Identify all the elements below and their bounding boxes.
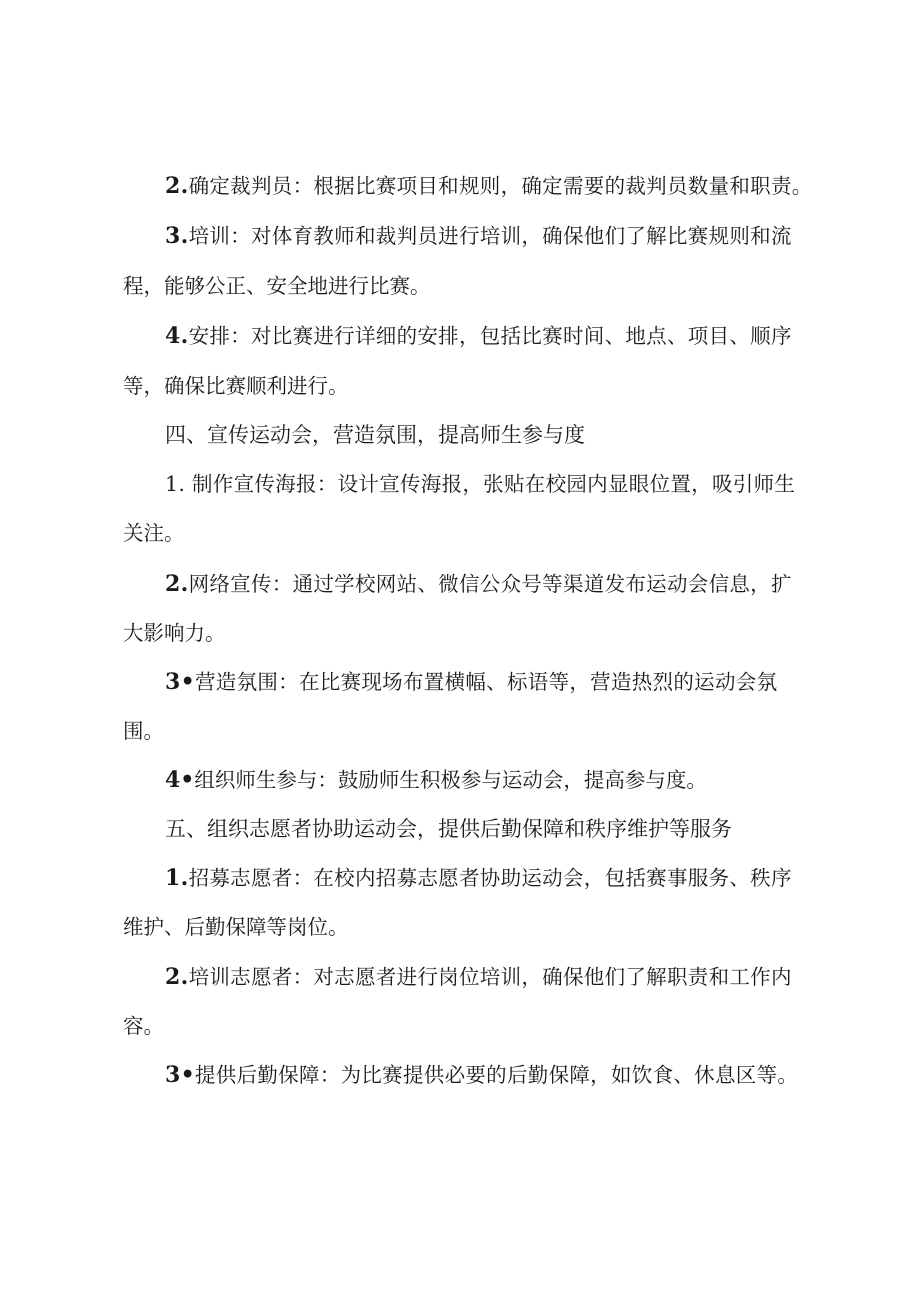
item-training-cont [123,272,431,300]
item-training [165,222,792,250]
item-text: 安排：对比赛进行详细的安排，包括比赛时间、地点、项目、顺序 [188,324,792,348]
item-number: 3• [165,1062,195,1088]
section-heading-4: 四、宣传运动会，营造氛围，提高师生参与度 [165,423,585,447]
item-text: 制作宣传海报：设计宣传海报，张贴在校园内显眼位置，吸引师生 [185,472,796,496]
item-text: 营造氛围：在比赛现场布置横幅、标语等，营造热烈的运动会氛 [194,670,778,694]
item-online [165,570,792,598]
item-poster-cont [123,519,185,547]
item-atmosphere-cont [123,717,164,745]
item-number: 4• [165,767,195,793]
item-number: 4. [165,323,189,349]
item-online-cont [123,619,226,647]
item-number: 2. [165,571,189,597]
item-text: 容。 [123,1014,164,1038]
item-atmosphere [165,668,777,696]
item-referees [165,172,813,200]
item-text: 网络宣传：通过学校网站、微信公众号等渠道发布运动会信息，扩 [188,572,792,596]
item-volunteer-training-cont [123,1012,164,1040]
item-text: 招募志愿者：在校内招募志愿者协助运动会，包括赛事服务、秩序 [188,866,792,890]
item-text: 确定裁判员：根据比赛项目和规则，确定需要的裁判员数量和职责。 [188,174,813,198]
item-text: 培训志愿者：对志愿者进行岗位培训，确保他们了解职责和工作内 [188,965,792,989]
item-volunteer-training [165,963,792,991]
item-number: 1. [165,472,186,496]
item-text: 等，确保比赛顺利进行。 [123,374,349,398]
item-text: 提供后勤保障：为比赛提供必要的后勤保障，如饮食、休息区等。 [194,1063,799,1087]
item-text: 维护、后勤保障等岗位。 [123,915,349,939]
item-number: 2. [165,173,189,199]
item-text: 关注。 [123,521,185,545]
item-arrangement-cont [123,372,349,400]
item-number: 3• [165,669,195,695]
item-number: 3. [165,223,189,249]
item-text: 大影响力。 [123,621,226,645]
item-text: 组织师生参与：鼓励师生积极参与运动会，提高参与度。 [194,768,707,792]
section-heading-5: 五、组织志愿者协助运动会，提供后勤保障和秩序维护等服务 [165,817,732,841]
item-logistics [165,1061,798,1089]
item-number: 2. [165,964,189,990]
item-text: 围。 [123,719,164,743]
item-number: 1. [165,865,189,891]
item-recruit-cont [123,913,349,941]
item-poster [165,470,795,498]
item-text: 培训：对体育教师和裁判员进行培训，确保他们了解比赛规则和流 [188,224,792,248]
item-participation [165,766,707,794]
item-text: 程，能够公正、安全地进行比赛。 [123,274,431,298]
item-recruit [165,864,792,892]
item-arrangement [165,322,792,350]
